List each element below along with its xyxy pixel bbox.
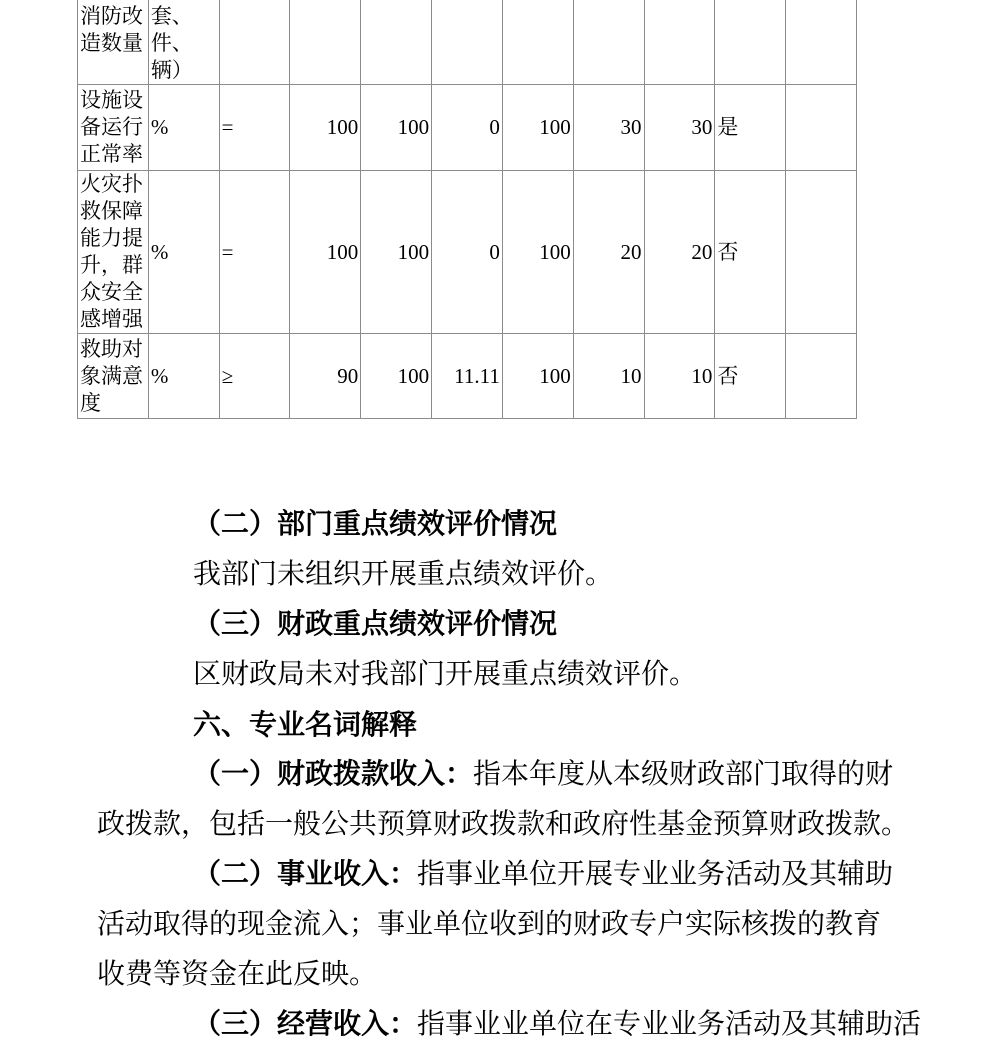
paragraph-line xyxy=(0,850,1000,900)
term-label: （一）财政拨款收入： xyxy=(193,759,474,790)
operator-cell: = xyxy=(219,171,290,334)
value-cell: 0 xyxy=(432,85,503,171)
indicator-name-cell: 救助对 象满意 度 xyxy=(78,334,149,419)
value-cell xyxy=(290,0,361,85)
empty-cell xyxy=(786,334,857,419)
table-row xyxy=(78,171,857,334)
indicator-name-cell: 火灾扑 救保障 能力提 升，群 众安全 感增强 xyxy=(78,171,149,334)
value-cell: 10 xyxy=(644,334,715,419)
line-text: 收费等资金在此反映。 xyxy=(97,959,378,990)
paragraph-line xyxy=(0,650,1000,700)
unit-cell: % xyxy=(148,334,219,419)
paragraph-line xyxy=(0,800,1000,850)
value-cell xyxy=(432,0,503,85)
chapter-heading xyxy=(0,700,1000,750)
table-row xyxy=(78,334,857,419)
value-cell: 90 xyxy=(290,334,361,419)
section-heading xyxy=(0,500,1000,550)
empty-cell xyxy=(786,85,857,171)
line-text: 政拨款，包括一般公共预算财政拨款和政府性基金预算财政拨款。 xyxy=(97,809,910,840)
paragraph-line xyxy=(0,750,1000,800)
value-cell xyxy=(361,0,432,85)
line-text: （二）部门重点绩效评价情况 xyxy=(193,509,558,540)
value-cell: 100 xyxy=(502,85,573,171)
value-cell xyxy=(573,0,644,85)
value-cell: 100 xyxy=(290,171,361,334)
paragraph-line xyxy=(0,550,1000,600)
value-cell: 100 xyxy=(361,334,432,419)
line-text: 区财政局未对我部门开展重点绩效评价。 xyxy=(193,659,698,690)
line-text: 六、专业名词解释 xyxy=(193,709,418,740)
term-label: （三）经营收入： xyxy=(193,1009,418,1040)
operator-cell: ≥ xyxy=(219,334,290,419)
unit-cell: % xyxy=(148,171,219,334)
unit-cell: 套、 件、 辆） xyxy=(148,0,219,85)
value-cell: 20 xyxy=(573,171,644,334)
indicator-name-cell: 消防改 造数量 xyxy=(78,0,149,85)
empty-cell xyxy=(786,171,857,334)
paragraph-line xyxy=(0,900,1000,950)
line-text: 指事业业单位在专业业务活动及其辅助活 xyxy=(417,1009,922,1040)
table-row xyxy=(78,0,857,85)
line-text: 指本年度从本级财政部门取得的财 xyxy=(473,759,894,790)
paragraph-line xyxy=(0,950,1000,1000)
unit-cell: % xyxy=(148,85,219,171)
value-cell: 20 xyxy=(644,171,715,334)
table-row xyxy=(78,85,857,171)
paragraph-line xyxy=(0,1000,1000,1050)
value-cell: 100 xyxy=(502,171,573,334)
document-body-text xyxy=(0,500,1000,1050)
value-cell: 10 xyxy=(573,334,644,419)
performance-indicator-table xyxy=(77,0,857,419)
empty-cell xyxy=(786,0,857,85)
line-text: 我部门未组织开展重点绩效评价。 xyxy=(193,559,614,590)
operator-cell: = xyxy=(219,85,290,171)
operator-cell xyxy=(219,0,290,85)
flag-cell: 否 xyxy=(715,171,786,334)
value-cell xyxy=(502,0,573,85)
value-cell xyxy=(644,0,715,85)
value-cell: 100 xyxy=(502,334,573,419)
term-label: （二）事业收入： xyxy=(193,859,418,890)
flag-cell xyxy=(715,0,786,85)
value-cell: 30 xyxy=(644,85,715,171)
flag-cell: 是 xyxy=(715,85,786,171)
value-cell: 11.11 xyxy=(432,334,503,419)
value-cell: 100 xyxy=(361,85,432,171)
line-text: （三）财政重点绩效评价情况 xyxy=(193,609,558,640)
value-cell: 0 xyxy=(432,171,503,334)
line-text: 活动取得的现金流入；事业单位收到的财政专户实际核拨的教育 xyxy=(97,909,882,940)
flag-cell: 否 xyxy=(715,334,786,419)
section-heading xyxy=(0,600,1000,650)
indicator-name-cell: 设施设 备运行 正常率 xyxy=(78,85,149,171)
value-cell: 100 xyxy=(290,85,361,171)
value-cell: 30 xyxy=(573,85,644,171)
value-cell: 100 xyxy=(361,171,432,334)
line-text: 指事业单位开展专业业务活动及其辅助 xyxy=(417,859,894,890)
